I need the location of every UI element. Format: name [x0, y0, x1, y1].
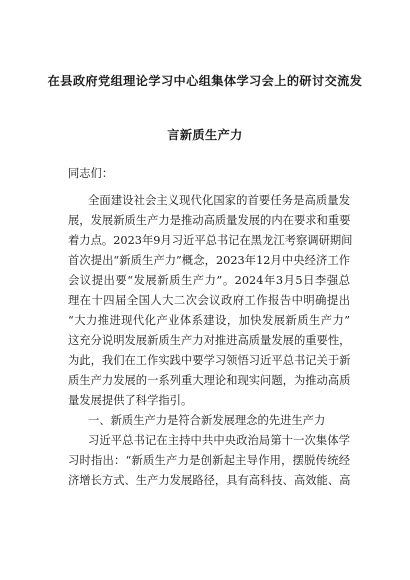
paragraph-line: 济增长方式、生产力发展路径，具有高科技、高效能、高: [68, 474, 351, 487]
paragraph-line: 全面建设社会主义现代化国家的首要任务是高质量发: [88, 194, 350, 207]
paragraph-line: 习近平总书记在主持中共中央政治局第十一次集体学: [88, 434, 350, 447]
paragraph-line: 首次提出“新质生产力”概念，2023年12月中央经济工作: [68, 254, 350, 267]
paragraph-line: 理在十四届全国人大二次会议政府工作报告中明确提出: [68, 294, 350, 307]
document-title-line-2: 言新质生产力: [167, 128, 243, 142]
paragraph-line: 量发展提供了科学指引。: [68, 394, 193, 407]
document-title-line-1: 在县政府党组理论学习中心组集体学习会上的研讨交流发: [47, 74, 363, 88]
paragraph-line: “大力推进现代化产业体系建设，加快发展新质生产力”: [68, 314, 350, 327]
paragraph-line: 这充分说明发展新质生产力对推进高质量发展的重要性，: [68, 334, 351, 347]
paragraph-line: 为此，我们在工作实践中要学习领悟习近平总书记关于新: [68, 354, 351, 367]
paragraph-line: 质生产力发展的一系列重大理论和现实问题，为推动高质: [68, 374, 351, 387]
paragraph-line: 展，发展新质生产力是推动高质量发展的内在要求和重要: [68, 214, 351, 227]
paragraph-line: 习时指出：“新质生产力是创新起主导作用，摆脱传统经: [68, 454, 350, 467]
paragraph-line: 会议提出要“发展新质生产力”。2024年3月5日李强总: [68, 274, 350, 287]
paragraph-line: 着力点。2023年9月习近平总书记在黑龙江考察调研期间: [68, 234, 353, 247]
section-heading: 一、新质生产力是符合新发展理念的先进生产力: [88, 414, 326, 427]
salutation: 同志们：: [68, 167, 114, 180]
